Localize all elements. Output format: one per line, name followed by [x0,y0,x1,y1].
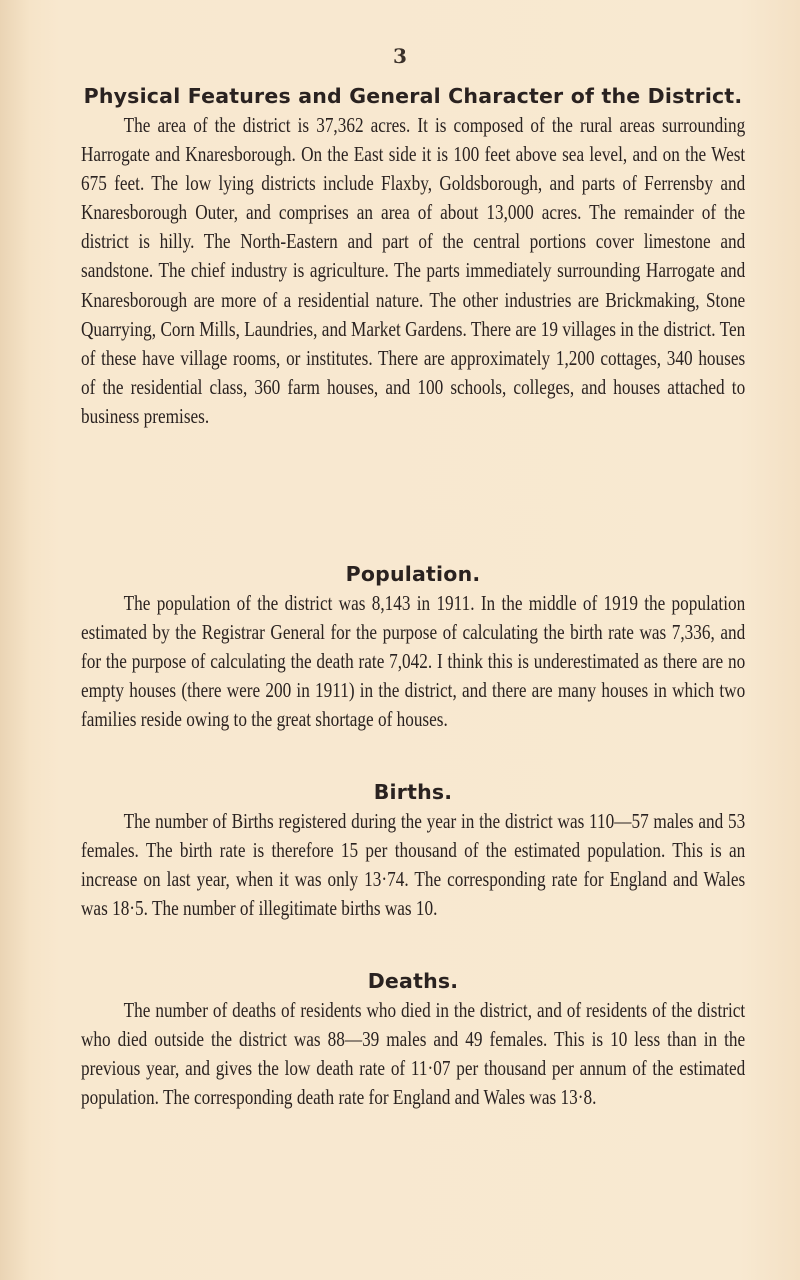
section-heading: Physical Features and General Character of the District. [83,84,743,108]
section-body: The number of deaths of residents who died in the district, and of residents of the district who died outside the district was 88—39 males and 49 females. This is 10 less than in the previous year, and gives the low death rate of 11·07 per thousand per annum of the estimated population. The corresponding death rate for England and Wales was 13·8. [81,998,746,1110]
section-heading: Births. [373,780,453,804]
page-number: 3 [393,44,407,68]
section-population [81,560,745,734]
section-body: The number of Births registered during the year in the district was 110—57 males and 53 females. The birth rate is therefore 15 per thousand of the estimated population. This is an increase on last year, when it was only 13·74. The corresponding rate for England and Wales was 18·5. The number of illegitimate births was 10. [81,809,746,921]
section-body: The area of the district is 37,362 acres. It is composed of the rural areas surrounding Harrogate and Knaresborough. On the East side it is 100 feet above sea level, and on the West 675 feet. The low lying districts include Flaxby, Goldsborough, and parts of Ferrensby and Knaresborough Outer, and comprises an area of about 13,000 acres. The remainder of the district is hilly. The North-Eastern and part of the central portions cover limestone and sandstone. The chief industry is agriculture. The parts immediately surrounding Harrogate and Knaresborough are more of a residential nature. The other industries are Brickmaking, Stone Quarrying, Corn Mills, Laundries, and Market Gardens. There are 19 villages in the district. Ten of these have village rooms, or institutes. There are approximately 1,200 cottages, 340 houses of the residential class, 360 farm houses, and 100 schools, colleges, and houses attached to business premises. [81,113,746,428]
section-deaths [81,967,745,1112]
section-births [81,778,745,923]
section-heading: Population. [345,562,481,586]
section-heading: Deaths. [367,969,459,993]
section-body: The population of the district was 8,143 in 1911. In the middle of 1919 the population estimated by the Registrar General for the purpose of calculating the birth rate was 7,336, and for the purpose of calculating the death rate 7,042. I think this is underestimated as there are no empty houses (there were 200 in 1911) in the district, and there are many houses in which two families reside owing to the great shortage of houses. [81,591,746,732]
section-physical-features [81,82,745,431]
